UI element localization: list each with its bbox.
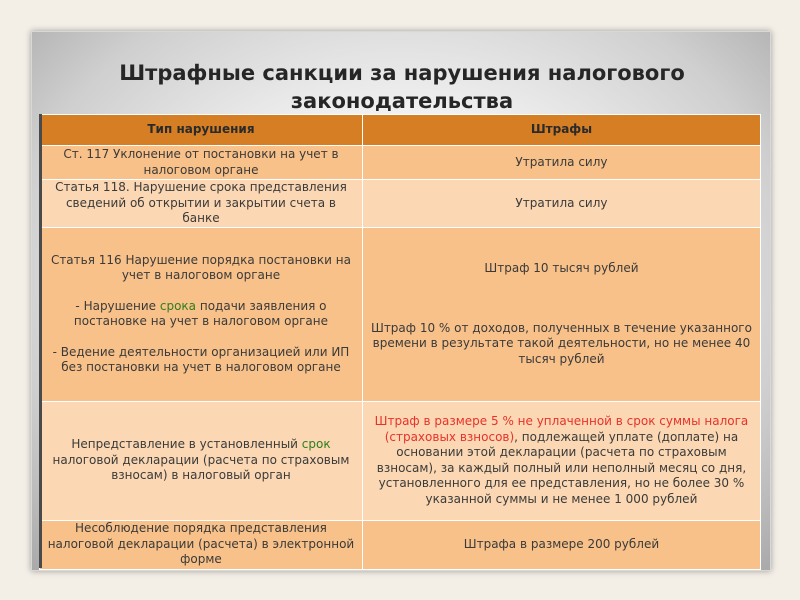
term-link-srok[interactable]: срок (301, 437, 331, 452)
term-link-srok[interactable]: срока (159, 298, 197, 313)
violation-text-pre: Непредставление в установленный (71, 437, 302, 452)
table-row (40, 180, 761, 228)
table-row (40, 146, 761, 180)
violation-cell: Статья 118. Нарушение срока представления сведений об открытии и закрытии счета в банке (40, 180, 363, 228)
table-header-row (40, 115, 761, 146)
violation-subitem-1-rest: подачи заявления о постановке на учет в налоговом органе (73, 298, 329, 328)
table-row (40, 227, 761, 401)
fine-cell: Утратила силу (362, 146, 760, 180)
fine-cell (362, 227, 760, 401)
fine-cell: Штрафа в размере 200 рублей (362, 520, 760, 569)
violation-cell (40, 401, 363, 520)
violation-text-post: налоговой декларации (расчета по страховым взносам) в налоговый орган (52, 452, 350, 483)
violation-cell: Несоблюдение порядка представления налоговой декларации (расчета) в электронной форме (40, 520, 363, 569)
fine-text-2: Штраф 10 % от доходов, полученных в течение указанного времени в результате такой деятельности, но не менее 40 тысяч рублей (370, 320, 752, 366)
violation-cell (40, 227, 363, 401)
column-header-fines: Штрафы (362, 115, 760, 146)
fine-text-1: Штраф 10 тысяч рублей (484, 261, 639, 275)
page-title: Штрафные санкции за нарушения налогового законодательства (119, 61, 685, 113)
table-left-border (39, 114, 42, 568)
violation-main-text: Статья 116 Нарушение порядка постановки на учет в налоговом органе (50, 252, 351, 282)
fine-rest-text: , подлежащей уплате (доплате) на основании этой декларации (расчета по страховым взносам), за каждый полный или неполный месяц со дня, установленного для ее представления, но не более 30 % указанной суммы и не менее 1 000 рублей (376, 429, 747, 506)
sanctions-table (39, 114, 761, 570)
violation-cell: Ст. 117 Уклонение от постановки на учет в налоговом органе (40, 146, 363, 180)
fine-cell (362, 401, 760, 520)
violation-subitem-2-text: - Ведение деятельности организацией или ИП без постановки на учет в налоговом органе (52, 344, 350, 374)
violation-subitem-1-text: - Нарушение (75, 298, 160, 313)
table-row (40, 401, 761, 520)
column-header-violation-type: Тип нарушения (40, 115, 363, 146)
fine-emphasis-text: Штраф в размере 5 % не уплаченной в срок суммы налога (страховых взносов) (374, 414, 749, 444)
table-row (40, 520, 761, 569)
fine-cell: Утратила силу (362, 180, 760, 228)
